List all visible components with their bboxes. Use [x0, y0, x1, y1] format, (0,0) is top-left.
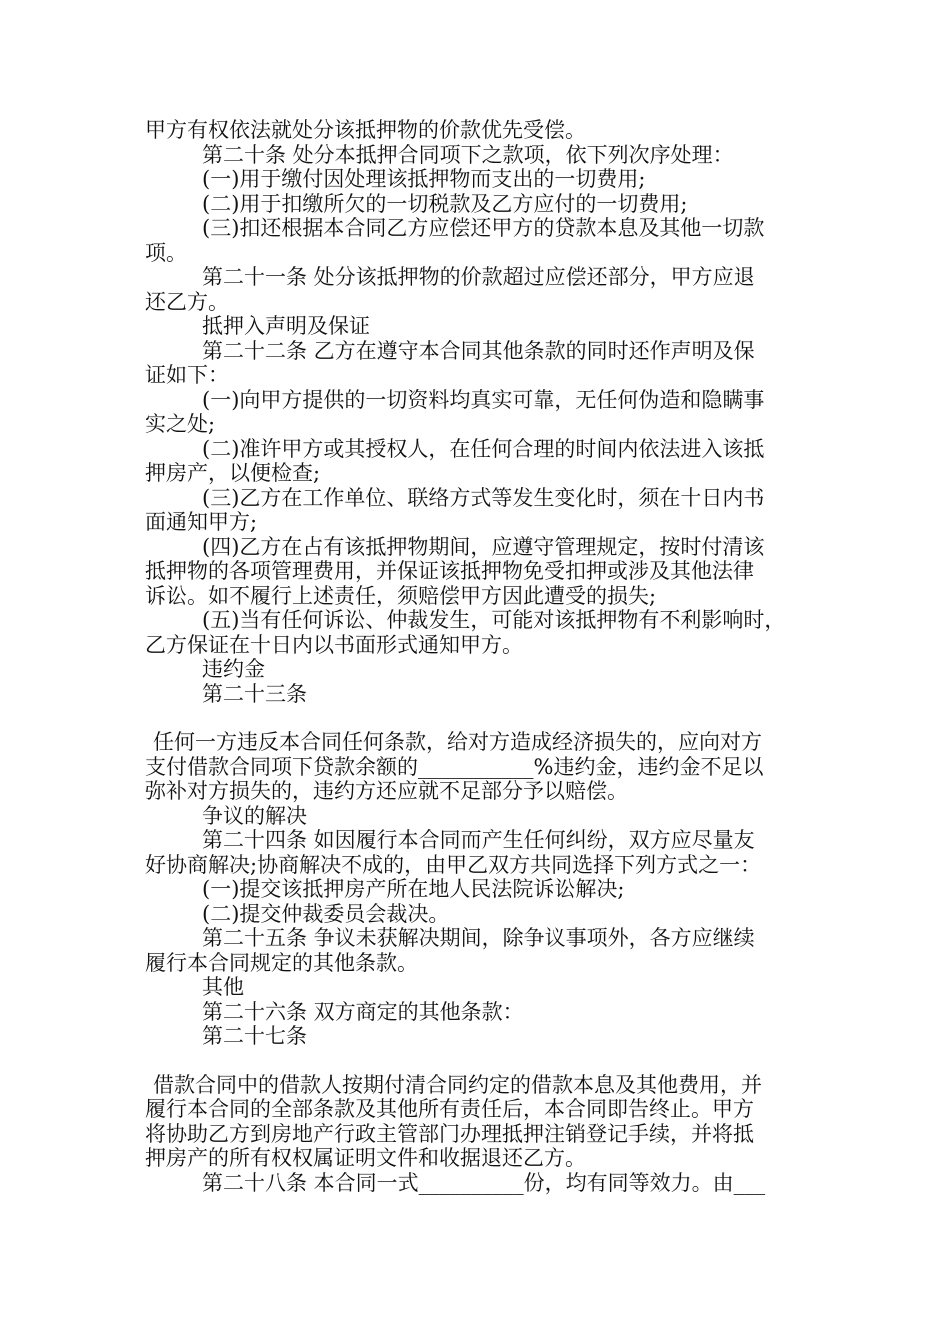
document-line: (四)乙方在占有该抵押物期间，应遵守管理规定，按时付清该 [202, 534, 765, 559]
document-line: (三)扣还根据本合同乙方应偿还甲方的贷款本息及其他一切款 [202, 216, 765, 240]
document-line: 抵押物的各项管理费用，并保证该抵押物免受扣押或涉及其他法律 [145, 559, 754, 583]
document-line: 押房产，以便检查; [145, 461, 321, 485]
document-line: (五)当有任何诉讼、仲裁发生，可能对该抵押物有不利影响时， [202, 608, 786, 632]
document-line: 证如下： [145, 363, 229, 387]
document-line: 第二十条 处分本抵押合同项下之款项，依下列次序处理： [202, 142, 734, 167]
document-line: (二)提交仲裁委员会裁决。 [202, 901, 450, 926]
document-line: (一)提交该抵押房产所在地人民法院诉讼解决; [202, 877, 625, 901]
document-line: 弥补对方损失的，违约方还应就不足部分予以赔偿。 [145, 779, 628, 803]
document-line: 还乙方。 [145, 289, 229, 314]
document-line: 借款合同中的借款人按期付清合同约定的借款本息及其他费用，并 [153, 1072, 762, 1097]
document-line: 好协商解决;协商解决不成的，由甲乙双方共同选择下列方式之一： [145, 852, 762, 877]
document-line: (一)用于缴付因处理该抵押物而支出的一切费用; [202, 167, 646, 191]
document-line: 第二十七条 [202, 1024, 307, 1048]
document-line: 项。 [145, 240, 187, 265]
document-line: 乙方保证在十日内以书面形式通知甲方。 [145, 632, 523, 657]
document-line: 甲方有权依法就处分该抵押物的价款优先受偿。 [145, 118, 586, 142]
paragraph-gap [145, 1049, 820, 1073]
document-line: 诉讼。如不履行上述责任，须赔偿甲方因此遭受的损失; [145, 583, 657, 608]
document-line: 第二十八条 本合同一式__________份，均有同等效力。由___ [202, 1170, 766, 1195]
document-line: 支付借款合同项下贷款余额的___________%违约金，违约金不足以 [145, 754, 764, 779]
paragraph-gap [145, 706, 820, 730]
document-line: (二)准许甲方或其授权人，在任何合理的时间内依法进入该抵 [202, 436, 765, 461]
document-line: 任何一方违反本合同任何条款，给对方造成经济损失的，应向对方 [153, 730, 762, 754]
document-line: (一)向甲方提供的一切资料均真实可靠，无任何伪造和隐瞒事 [202, 387, 765, 412]
document-line: (三)乙方在工作单位、联络方式等发生变化时，须在十日内书 [202, 485, 765, 510]
document-line: 履行本合同的全部条款及其他所有责任后，本合同即告终止。甲方 [145, 1097, 754, 1121]
document-line: 争议的解决 [202, 803, 307, 828]
document-line: 履行本合同规定的其他条款。 [145, 950, 418, 975]
document-line: 押房产的所有权权属证明文件和收据退还乙方。 [145, 1146, 586, 1170]
document-line: 第二十四条 如因履行本合同而产生任何纠纷，双方应尽量友 [202, 828, 755, 852]
document-line: (二)用于扣缴所欠的一切税款及乙方应付的一切费用; [202, 191, 688, 216]
document-line: 第二十二条 乙方在遵守本合同其他条款的同时还作声明及保 [202, 338, 755, 363]
document-line: 第二十六条 双方商定的其他条款： [202, 999, 524, 1024]
document-line: 实之处; [145, 412, 216, 436]
document-line: 面通知甲方; [145, 510, 258, 534]
document-line: 抵押入声明及保证 [202, 314, 370, 338]
document-line: 第二十一条 处分该抵押物的价款超过应偿还部分，甲方应退 [202, 265, 755, 289]
document-line: 将协助乙方到房地产行政主管部门办理抵押注销登记手续，并将抵 [145, 1121, 754, 1146]
document-line: 第二十三条 [202, 681, 307, 706]
document-line: 违约金 [202, 657, 265, 681]
document-line: 其他 [202, 975, 244, 999]
document-line: 第二十五条 争议未获解决期间，除争议事项外，各方应继续 [202, 926, 755, 950]
